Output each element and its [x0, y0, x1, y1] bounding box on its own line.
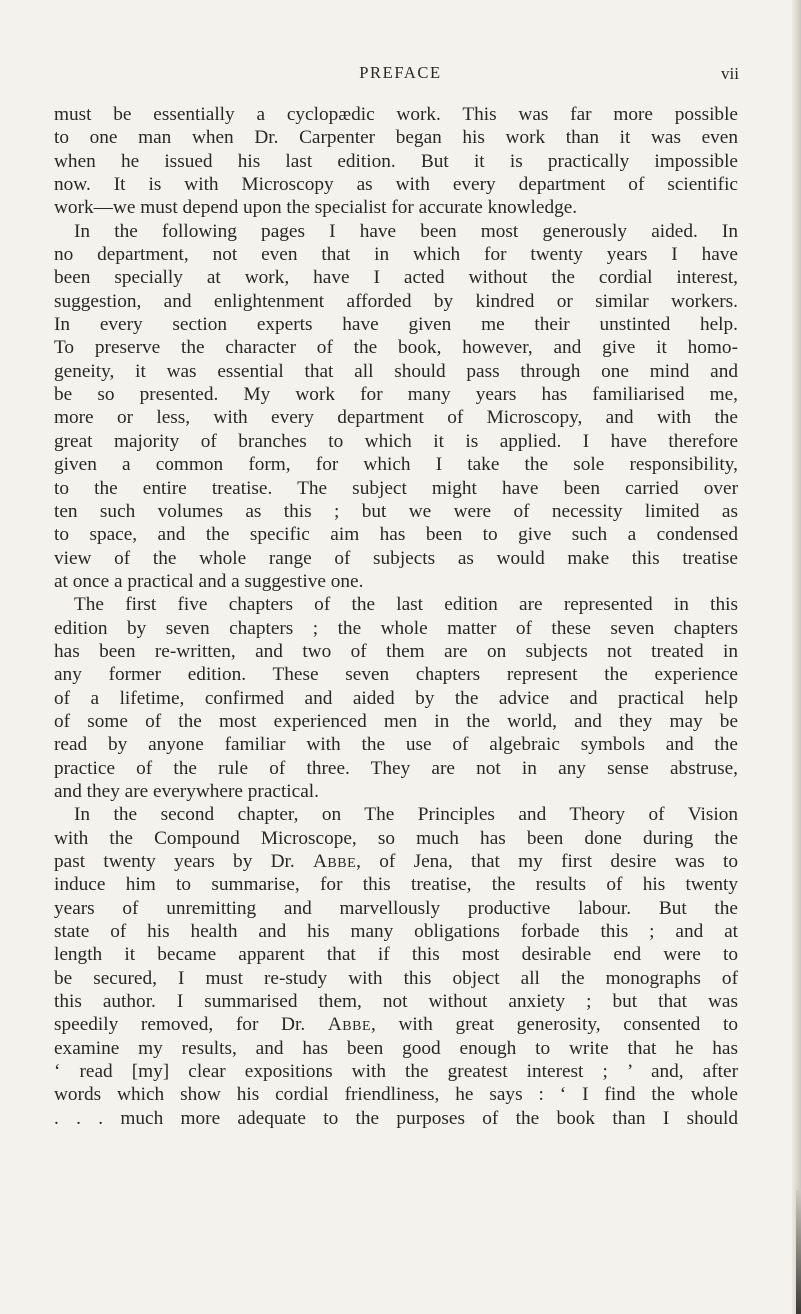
text-fragment: , of Jena, that my first desire was to: [356, 851, 738, 872]
text-line: length it became apparent that if this most desirable end were to: [54, 944, 738, 966]
running-head-title: PREFACE: [359, 63, 442, 82]
text-line: when he issued his last edition. But it is practically impossible: [54, 150, 738, 172]
text-line: great majority of branches to which it is applied. I have therefore: [54, 430, 738, 452]
text-line: state of his health and his many obligations forbade this ; and at: [54, 921, 738, 943]
text-line: [54, 850, 738, 873]
text-line: any former edition. These seven chapters represent the experience: [54, 664, 738, 686]
text-line: of a lifetime, confirmed and aided by the advice and practical help: [54, 687, 738, 709]
page-corner-shadow: [796, 1190, 801, 1314]
author-name: Abbe: [313, 851, 357, 872]
text-line: given a common form, for which I take the sole responsibility,: [54, 454, 738, 476]
text-line: ten such volumes as this ; but we were of necessity limited as: [54, 500, 738, 522]
text-line: years of unremitting and marvellously productive labour. But the: [54, 897, 738, 919]
text-line: words which show his cordial friendliness, he says : ‘ I find the whole: [54, 1084, 738, 1106]
text-line: must be essentially a cyclopædic work. This was far more possible: [54, 104, 738, 125]
text-line: ‘ read [my] clear expositions with the greatest interest ; ’ and, after: [54, 1061, 738, 1083]
page-edge-shadow: [792, 0, 801, 1314]
text-line: of some of the most experienced men in the world, and they may be: [54, 710, 738, 732]
text-line: at once a practical and a suggestive one.: [54, 570, 364, 592]
text-line: has been re-written, and two of them are on subjects not treated in: [54, 640, 738, 662]
page-number: vii: [721, 64, 739, 83]
text-line: to one man when Dr. Carpenter began his work than it was even: [54, 127, 738, 149]
text-line: In the second chapter, on The Principles and Theory of Vision: [74, 804, 738, 826]
text-line: no department, not even that in which for twenty years I have: [54, 244, 738, 266]
text-line: read by anyone familiar with the use of algebraic symbols and the: [54, 734, 738, 756]
text-line: In every section experts have given me their unstinted help.: [54, 314, 738, 336]
text-line: to space, and the specific aim has been to give such a condensed: [54, 524, 738, 546]
text-line: been specially at work, have I acted without the cordial interest,: [54, 267, 738, 289]
text-fragment: past twenty years by Dr.: [54, 851, 295, 872]
text-line: work—we must depend upon the specialist for accurate knowledge.: [54, 197, 578, 219]
text-fragment: , with great generosity, consented to: [371, 1014, 739, 1036]
text-line: . . . much more adequate to the purposes of the book than I should: [54, 1107, 738, 1129]
text-line: to the entire treatise. The subject might have been carried over: [54, 477, 738, 499]
body-text: [54, 103, 738, 1130]
text-line: The first five chapters of the last edition are represented in this: [74, 594, 738, 616]
running-head: [0, 63, 801, 87]
text-fragment: speedily removed, for Dr.: [54, 1014, 306, 1036]
text-line: To preserve the character of the book, however, and give it homo-: [54, 337, 738, 359]
text-line: In the following pages I have been most generously aided. In: [74, 220, 738, 242]
author-name: Abbe: [327, 1014, 371, 1036]
text-line: view of the whole range of subjects as would make this treatise: [54, 547, 738, 569]
text-line: edition by seven chapters ; the whole matter of these seven chapters: [54, 617, 738, 639]
text-line: suggestion, and enlightenment afforded by kindred or similar workers.: [54, 290, 738, 312]
text-line: examine my results, and has been good enough to write that he has: [54, 1037, 738, 1059]
text-line: and they are everywhere practical.: [54, 780, 319, 802]
text-line: practice of the rule of three. They are not in any sense abstruse,: [54, 757, 738, 779]
text-line: be secured, I must re-study with this object all the monographs of: [54, 967, 738, 989]
text-line: now. It is with Microscopy as with every department of scientific: [54, 174, 738, 196]
text-line: [54, 1013, 738, 1036]
text-line: with the Compound Microscope, so much has been done during the: [54, 827, 738, 849]
text-line: induce him to summarise, for this treatise, the results of his twenty: [54, 874, 738, 896]
text-line: geneity, it was essential that all should pass through one mind and: [54, 360, 738, 382]
text-line: more or less, with every department of Microscopy, and with the: [54, 407, 738, 429]
text-line: this author. I summarised them, not without anxiety ; but that was: [54, 991, 738, 1013]
text-line: be so presented. My work for many years has familiarised me,: [54, 384, 738, 406]
